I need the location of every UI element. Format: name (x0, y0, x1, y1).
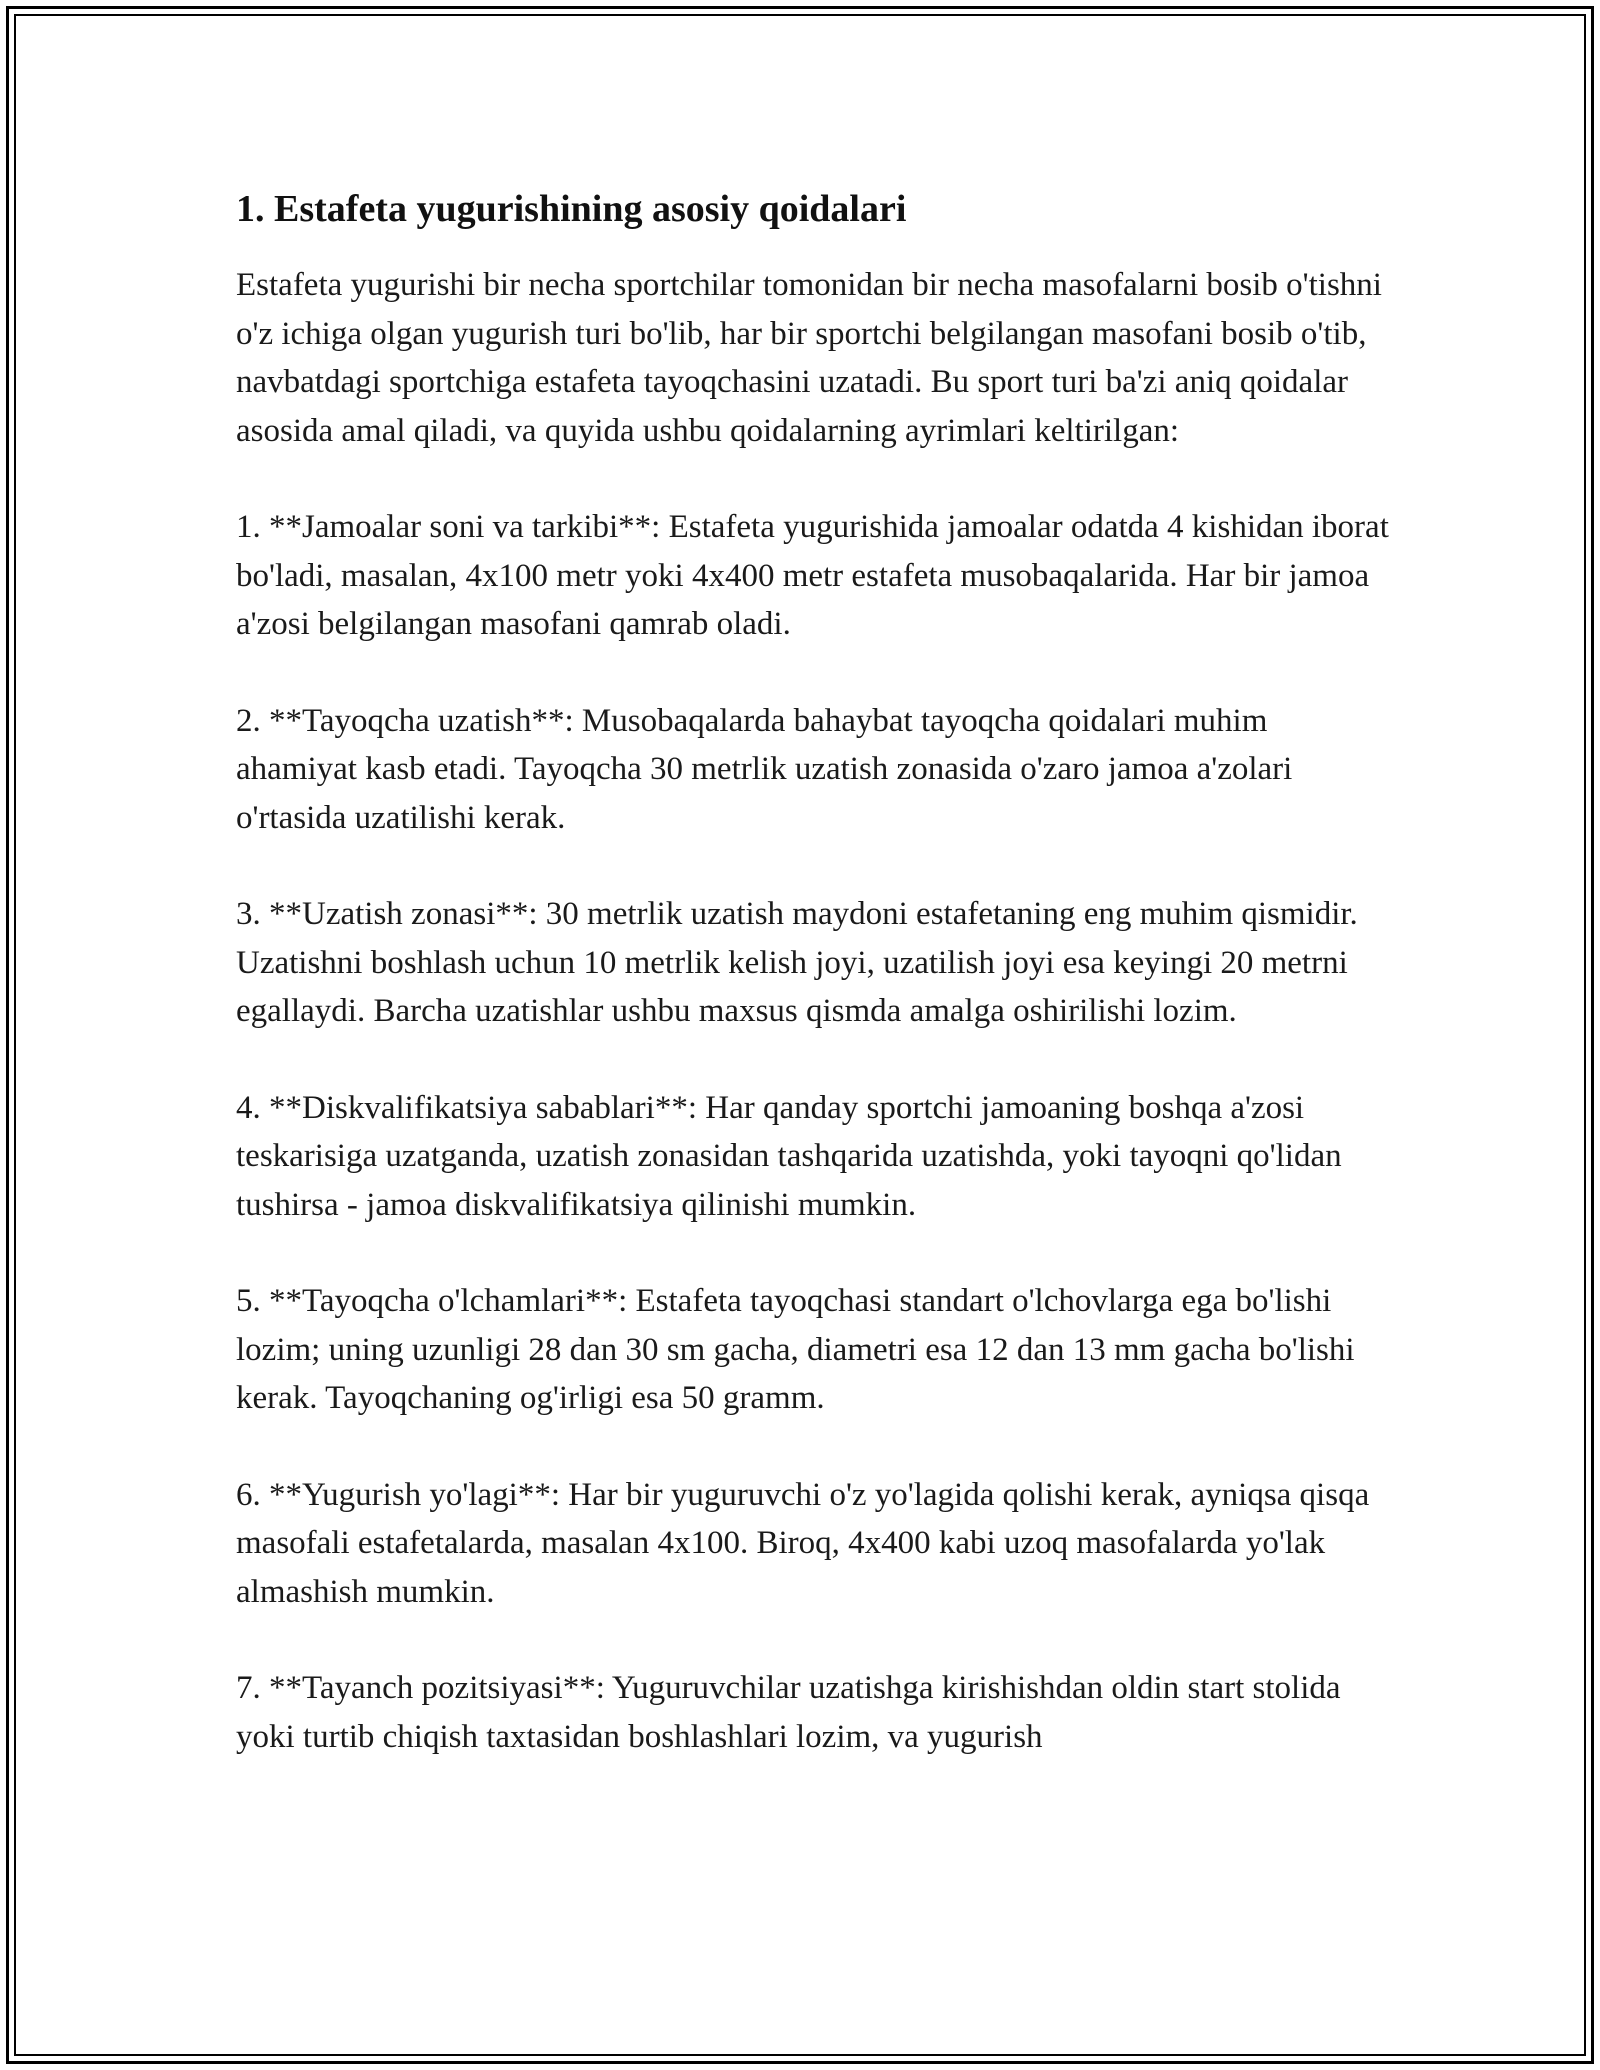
rule-7-paragraph: 7. **Tayanch pozitsiyasi**: Yuguruvchilar uzatishga kirishishdan oldin start stolida yoki turtib chiqish taxtasidan boshlashlari lozim, va yugurish (236, 1670, 1341, 1755)
rule-6-paragraph: 6. **Yugurish yo'lagi**: Har bir yuguruvchi o'z yo'lagida qolishi kerak, ayniqsa qisqa masofali estafetalarda, masalan 4x100. Biroq, 4x400 kabi uzoq masofalarda yo'lak almashish mumkin. (236, 1476, 1370, 1610)
rule-1-paragraph: 1. **Jamoalar soni va tarkibi**: Estafeta yugurishida jamoalar odatda 4 kishidan iborat bo'ladi, masalan, 4x100 metr yoki 4x400 metr estafeta musobaqalarida. Har bir jamoa a'zosi belgilangan masofani qamrab oladi. (236, 509, 1389, 642)
rule-4-paragraph: 4. **Diskvalifikatsiya sabablari**: Har qanday sportchi jamoaning boshqa a'zosi teskarisiga uzatganda, uzatish zonasidan tashqarida uzatishda, yoki tayoqni qo'lidan tushirsa - jamoa diskvalifikatsiya qilinishi mumkin. (236, 1089, 1342, 1223)
rule-5-paragraph: 5. **Tayoqcha o'lchamlari**: Estafeta tayoqchasi standart o'lchovlarga ega bo'lishi lozim; uning uzunligi 28 dan 30 sm gacha, diametri esa 12 dan 13 mm gacha bo'lishi kerak. Tayoqchaning og'irligi esa 50 gramm. (236, 1283, 1355, 1416)
intro-paragraph: Estafeta yugurishi bir necha sportchilar tomonidan bir necha masofalarni bosib o'tishni o'z ichiga olgan yugurish turi bo'lib, har bir sportchi belgilangan masofani bosib o'tib, navbatdagi sportchiga estafeta tayoqchasini uzatadi. Bu sport turi ba'zi aniq qoidalar asosida amal qiladi, va quyida ushbu qoidalarning ayrimlari keltirilgan: (236, 267, 1382, 449)
rule-3-paragraph: 3. **Uzatish zonasi**: 30 metrlik uzatish maydoni estafetaning eng muhim qismidir. Uzatishni boshlash uchun 10 metrlik kelish joyi, uzatilish joyi esa keyingi 20 metrni egallaydi. Barcha uzatishlar ushbu maxsus qismda amalga oshirilishi lozim. (236, 896, 1358, 1029)
document-body (236, 185, 1396, 1761)
section-heading: 1. Estafeta yugurishining asosiy qoidalari (236, 188, 907, 230)
rule-2-paragraph: 2. **Tayoqcha uzatish**: Musobaqalarda bahaybat tayoqcha qoidalari muhim ahamiyat kasb etadi. Tayoqcha 30 metrlik uzatish zonasida o'zaro jamoa a'zolari o'rtasida uzatilishi kerak. (236, 702, 1293, 836)
